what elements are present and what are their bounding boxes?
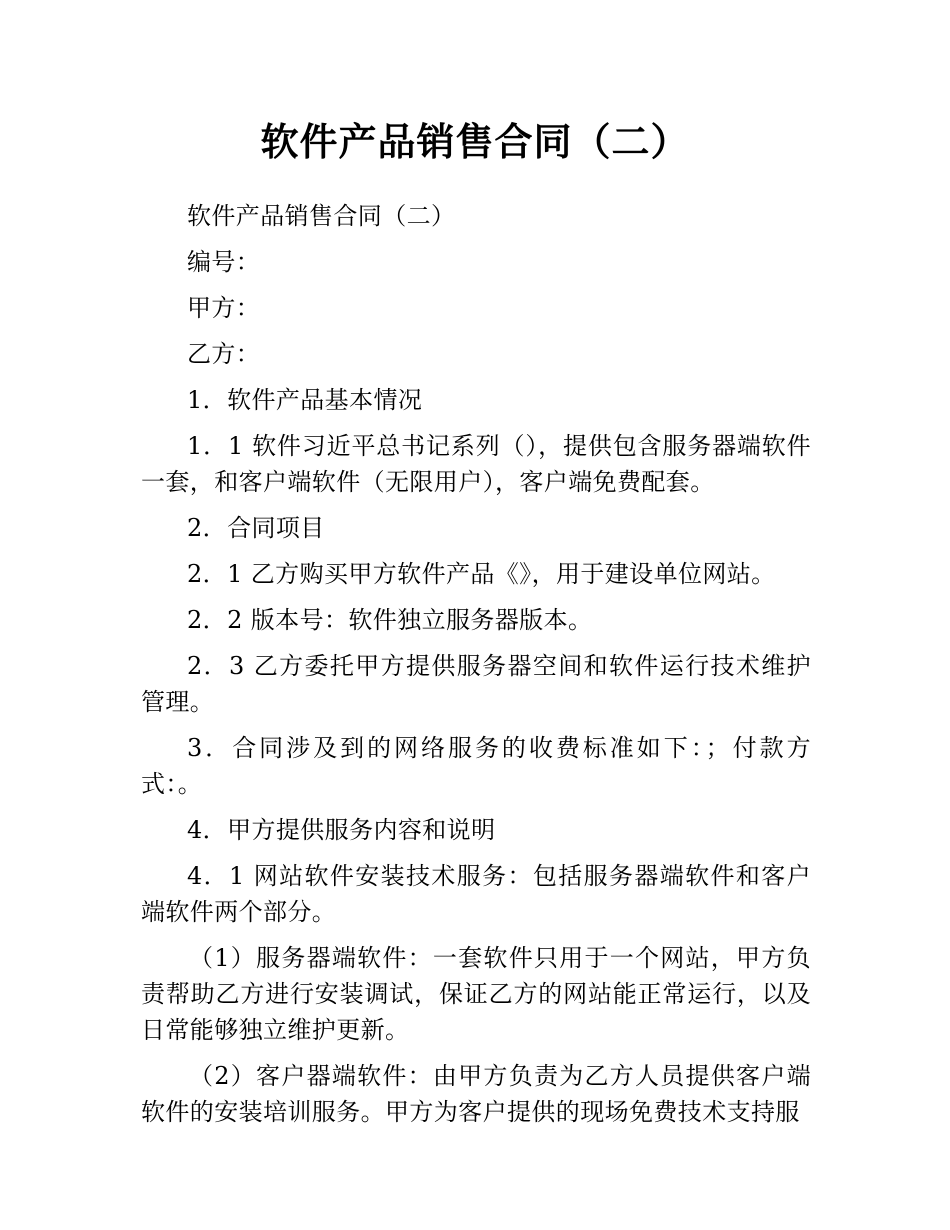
- document-title: 软件产品销售合同（二）: [260, 120, 690, 164]
- paragraph-party-b: 乙方：: [187, 340, 261, 368]
- document-body: [141, 198, 811, 1140]
- paragraph-number-field: 编号：: [187, 248, 261, 276]
- clause-2-1: 2．1 乙方购买甲方软件产品《》，用于建设单位网站。: [187, 560, 776, 588]
- paragraph-party-a: 甲方：: [187, 294, 261, 322]
- section-heading-4: 4．甲方提供服务内容和说明: [187, 816, 496, 844]
- clause-4-1: 4．1 网站软件安装技术服务：包括服务器端软件和客户端软件两个部分。: [141, 862, 811, 926]
- clause-4-1-item-2: （2）客户器端软件：由甲方负责为乙方人员提供客户端软件的安装培训服务。甲方为客户提供的现场免费技术支持服: [141, 1062, 811, 1126]
- section-heading-2: 2．合同项目: [187, 514, 325, 542]
- section-heading-1: 1．软件产品基本情况: [187, 386, 423, 414]
- clause-1-1: 1．1 软件习近平总书记系列（），提供包含服务器端软件一套，和客户端软件（无限用户），客户端免费配套。: [141, 432, 811, 496]
- clause-2-3: 2．3 乙方委托甲方提供服务器空间和软件运行技术维护管理。: [141, 652, 811, 716]
- clause-2-2: 2．2 版本号：软件独立服务器版本。: [187, 606, 593, 634]
- clause-4-1-item-1: （1）服务器端软件：一套软件只用于一个网站，甲方负责帮助乙方进行安装调试，保证乙方的网站能正常运行，以及日常能够独立维护更新。: [141, 944, 811, 1044]
- paragraph-subtitle: 软件产品销售合同（二）: [187, 202, 456, 230]
- section-heading-3: 3．合同涉及到的网络服务的收费标准如下：；付款方式：。: [141, 734, 811, 798]
